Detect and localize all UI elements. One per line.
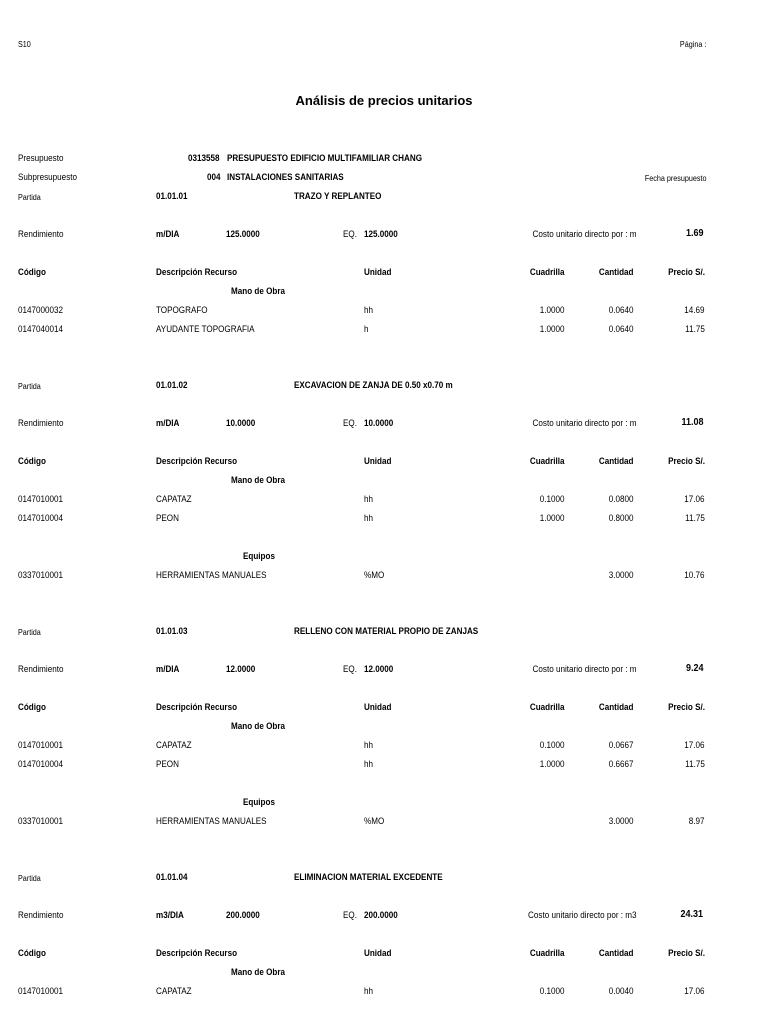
- eq-label: EQ.: [343, 910, 357, 920]
- mano-obra-row-codigo: 0147010004: [18, 513, 64, 523]
- eq-value: 200.0000: [364, 910, 398, 920]
- equipos-row-descripcion: HERRAMIENTAS MANUALES: [156, 816, 267, 826]
- eq-label: EQ.: [343, 664, 357, 674]
- mano-obra-heading: Mano de Obra: [231, 967, 286, 977]
- rendimiento-unit: m/DIA: [156, 229, 180, 239]
- mano-obra-row-cantidad: 0.6667: [609, 759, 634, 769]
- header-cuadrilla: Cuadrilla: [530, 267, 565, 277]
- header-descripcion: Descripción Recurso: [156, 267, 238, 277]
- equipos-row-unidad: %MO: [364, 570, 385, 580]
- partida-code: 01.01.03: [156, 626, 188, 636]
- mano-obra-row-cantidad: 0.0667: [609, 740, 634, 750]
- mano-obra-row-descripcion: CAPATAZ: [156, 494, 192, 504]
- mano-obra-row-precio: 11.75: [685, 759, 705, 769]
- mano-obra-row-cantidad: 0.0800: [609, 494, 634, 504]
- equipos-row-unidad: %MO: [364, 816, 385, 826]
- subpresupuesto-label: Subpresupuesto: [18, 172, 78, 182]
- partida-name: TRAZO Y REPLANTEO: [294, 191, 382, 201]
- rendimiento-label: Rendimiento: [18, 418, 64, 428]
- partida-label: Partida: [18, 382, 41, 391]
- page-title: Análisis de precios unitarios: [295, 93, 473, 108]
- eq-label: EQ.: [343, 229, 357, 239]
- rendimiento-unit: m3/DIA: [156, 910, 184, 920]
- header-codigo: Código: [18, 702, 46, 712]
- equipos-row-descripcion: HERRAMIENTAS MANUALES: [156, 570, 267, 580]
- partida-code: 01.01.01: [156, 191, 188, 201]
- mano-obra-row-unidad: hh: [364, 986, 374, 996]
- rendimiento-label: Rendimiento: [18, 664, 64, 674]
- partida-name: EXCAVACION DE ZANJA DE 0.50 x0.70 m: [294, 380, 453, 390]
- mano-obra-row-cantidad: 0.0040: [609, 986, 634, 996]
- equipos-row-precio: 8.97: [689, 816, 705, 826]
- mano-obra-row-precio: 17.06: [684, 494, 705, 504]
- rendimiento-unit: m/DIA: [156, 418, 180, 428]
- page-label: Página :: [679, 40, 706, 49]
- mano-obra-row-codigo: 0147000032: [18, 305, 64, 315]
- equipos-row-codigo: 0337010001: [18, 570, 64, 580]
- header-cantidad: Cantidad: [599, 267, 634, 277]
- partida-label: Partida: [18, 193, 41, 202]
- mano-obra-row-precio: 11.75: [685, 513, 705, 523]
- equipos-row-cantidad: 3.0000: [609, 570, 634, 580]
- subpresupuesto-name: INSTALACIONES SANITARIAS: [227, 172, 344, 182]
- mano-obra-row-descripcion: PEON: [156, 759, 179, 769]
- costo-unitario-value: 9.24: [685, 663, 703, 674]
- partida-label: Partida: [18, 628, 41, 637]
- eq-value: 125.0000: [364, 229, 398, 239]
- mano-obra-row-descripcion: CAPATAZ: [156, 740, 192, 750]
- rendimiento-value: 10.0000: [226, 418, 256, 428]
- presupuesto-label: Presupuesto: [18, 153, 64, 163]
- eq-value: 10.0000: [364, 418, 394, 428]
- fecha-presupuesto-label: Fecha presupuesto: [644, 174, 706, 183]
- header-descripcion: Descripción Recurso: [156, 948, 238, 958]
- header-cuadrilla: Cuadrilla: [530, 456, 565, 466]
- mano-obra-heading: Mano de Obra: [231, 286, 286, 296]
- costo-unitario-label: Costo unitario directo por : m: [532, 664, 637, 674]
- header-precio: Precio S/.: [668, 456, 705, 466]
- mano-obra-row-cuadrilla: 1.0000: [540, 305, 565, 315]
- mano-obra-row-codigo: 0147010001: [18, 986, 64, 996]
- mano-obra-row-codigo: 0147040014: [18, 324, 64, 334]
- rendimiento-value: 200.0000: [226, 910, 260, 920]
- header-descripcion: Descripción Recurso: [156, 456, 238, 466]
- eq-value: 12.0000: [364, 664, 394, 674]
- presupuesto-name: PRESUPUESTO EDIFICIO MULTIFAMILIAR CHANG: [227, 153, 423, 163]
- mano-obra-row-unidad: hh: [364, 513, 374, 523]
- partida-name: RELLENO CON MATERIAL PROPIO DE ZANJAS: [294, 626, 479, 636]
- partida-code: 01.01.04: [156, 872, 188, 882]
- header-cantidad: Cantidad: [599, 456, 634, 466]
- mano-obra-row-unidad: hh: [364, 494, 374, 504]
- header-descripcion: Descripción Recurso: [156, 702, 238, 712]
- mano-obra-row-cuadrilla: 1.0000: [540, 324, 565, 334]
- equipos-heading: Equipos: [243, 797, 275, 807]
- mano-obra-row-precio: 11.75: [685, 324, 705, 334]
- mano-obra-heading: Mano de Obra: [231, 721, 286, 731]
- mano-obra-row-cantidad: 0.0640: [609, 324, 634, 334]
- rendimiento-value: 12.0000: [226, 664, 256, 674]
- partida-name: ELIMINACION MATERIAL EXCEDENTE: [294, 872, 443, 882]
- partida-label: Partida: [18, 874, 41, 883]
- costo-unitario-label: Costo unitario directo por : m3: [528, 910, 637, 920]
- rendimiento-label: Rendimiento: [18, 910, 64, 920]
- header-codigo: Código: [18, 456, 46, 466]
- mano-obra-row-cuadrilla: 1.0000: [540, 513, 565, 523]
- mano-obra-row-descripcion: CAPATAZ: [156, 986, 192, 996]
- header-unidad: Unidad: [364, 948, 392, 958]
- header-cuadrilla: Cuadrilla: [530, 702, 565, 712]
- mano-obra-row-unidad: hh: [364, 759, 374, 769]
- equipos-heading: Equipos: [243, 551, 275, 561]
- mano-obra-heading: Mano de Obra: [231, 475, 286, 485]
- equipos-row-cantidad: 3.0000: [609, 816, 634, 826]
- mano-obra-row-descripcion: TOPOGRAFO: [156, 305, 208, 315]
- header-cuadrilla: Cuadrilla: [530, 948, 565, 958]
- mano-obra-row-cuadrilla: 0.1000: [540, 740, 565, 750]
- mano-obra-row-precio: 17.06: [684, 986, 705, 996]
- costo-unitario-label: Costo unitario directo por : m: [532, 229, 637, 239]
- header-precio: Precio S/.: [668, 267, 705, 277]
- mano-obra-row-codigo: 0147010001: [18, 494, 64, 504]
- mano-obra-row-cuadrilla: 0.1000: [540, 986, 565, 996]
- equipos-row-precio: 10.76: [684, 570, 705, 580]
- mano-obra-row-descripcion: AYUDANTE TOPOGRAFIA: [156, 324, 255, 334]
- header-precio: Precio S/.: [668, 702, 705, 712]
- mano-obra-row-unidad: hh: [364, 305, 374, 315]
- header-codigo: Código: [18, 267, 46, 277]
- mano-obra-row-precio: 17.06: [684, 740, 705, 750]
- rendimiento-unit: m/DIA: [156, 664, 180, 674]
- mano-obra-row-descripcion: PEON: [156, 513, 179, 523]
- presupuesto-code: 0313558: [188, 153, 220, 163]
- header-unidad: Unidad: [364, 267, 392, 277]
- costo-unitario-label: Costo unitario directo por : m: [532, 418, 637, 428]
- costo-unitario-value: 24.31: [680, 909, 703, 920]
- header-cantidad: Cantidad: [599, 702, 634, 712]
- mano-obra-row-unidad: hh: [364, 740, 374, 750]
- mano-obra-row-cantidad: 0.0640: [609, 305, 634, 315]
- header-precio: Precio S/.: [668, 948, 705, 958]
- rendimiento-value: 125.0000: [226, 229, 260, 239]
- header-cantidad: Cantidad: [599, 948, 634, 958]
- mano-obra-row-cuadrilla: 1.0000: [540, 759, 565, 769]
- mano-obra-row-cantidad: 0.8000: [609, 513, 634, 523]
- report-code: S10: [18, 40, 31, 49]
- rendimiento-label: Rendimiento: [18, 229, 64, 239]
- mano-obra-row-codigo: 0147010004: [18, 759, 64, 769]
- header-unidad: Unidad: [364, 456, 392, 466]
- mano-obra-row-codigo: 0147010001: [18, 740, 64, 750]
- partida-code: 01.01.02: [156, 380, 188, 390]
- subpresupuesto-code: 004: [207, 172, 221, 182]
- eq-label: EQ.: [343, 418, 357, 428]
- mano-obra-row-cuadrilla: 0.1000: [540, 494, 565, 504]
- mano-obra-row-unidad: h: [364, 324, 369, 334]
- header-codigo: Código: [18, 948, 46, 958]
- costo-unitario-value: 1.69: [685, 228, 703, 239]
- mano-obra-row-precio: 14.69: [684, 305, 705, 315]
- header-unidad: Unidad: [364, 702, 392, 712]
- costo-unitario-value: 11.08: [680, 417, 703, 428]
- equipos-row-codigo: 0337010001: [18, 816, 64, 826]
